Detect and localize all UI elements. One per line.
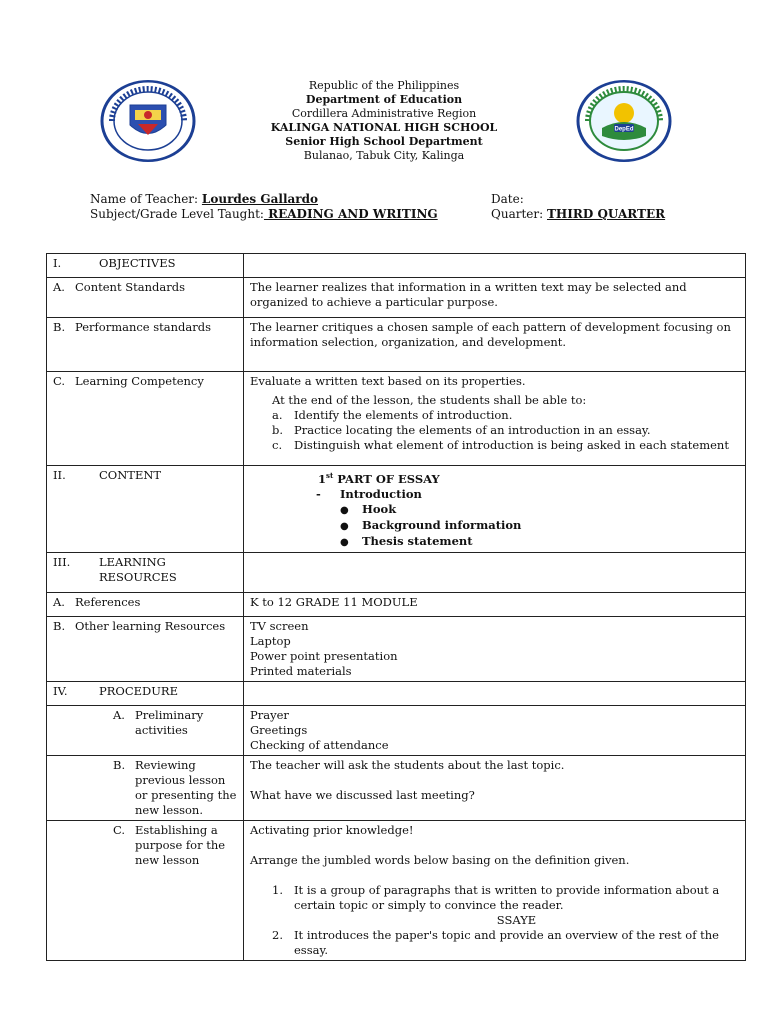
- school-department: Senior High School Department: [285, 135, 483, 148]
- row-label: Content Standards: [75, 280, 185, 294]
- list-item: ● Thesis statement: [340, 533, 473, 548]
- row-label: Reviewing previous lesson or presenting the new lesson.: [135, 757, 237, 817]
- list-item: Printed materials: [250, 663, 352, 678]
- row-letter: C.: [53, 374, 66, 388]
- school-seal-logo: [576, 80, 672, 162]
- list-item: Power point presentation: [250, 648, 398, 663]
- quarter-line: [491, 207, 665, 222]
- row-label: PROCEDURE: [99, 683, 178, 698]
- quarter-label: Quarter:: [491, 207, 544, 221]
- list-item: Laptop: [250, 633, 291, 648]
- reviewing-line-2: What have we discussed last meeting?: [250, 787, 475, 802]
- subject-line: [90, 207, 438, 222]
- performance-standards-text: The learner critiques a chosen sample of each pattern of development focusing on information selection, organization, and development.: [244, 318, 746, 372]
- row-performance-standards: [47, 318, 746, 372]
- subject-label: Subject/Grade Level Taught:: [90, 207, 264, 221]
- row-label: LEARNING RESOURCES: [99, 554, 177, 584]
- row-number: IV.: [53, 683, 68, 698]
- date-label: Date:: [491, 192, 524, 206]
- row-label: CONTENT: [99, 468, 162, 482]
- reviewing-line-1: The teacher will ask the students about the last topic.: [250, 757, 565, 772]
- school-address: Bulanao, Tabuk City, Kalinga: [303, 149, 465, 162]
- objectives-list: [250, 408, 739, 453]
- bullet-icon: ●: [340, 536, 349, 548]
- row-label: References: [75, 594, 141, 609]
- list-item: Checking of attendance: [250, 737, 389, 752]
- essay-part-title: 1st PART OF ESSAY: [318, 471, 440, 486]
- row-learning-resources: [47, 552, 746, 592]
- row-label: Learning Competency: [75, 374, 204, 388]
- lesson-plan-table: [46, 253, 746, 961]
- quarter-value: THIRD QUARTER: [547, 207, 666, 221]
- row-label: Other learning Resources: [75, 618, 226, 633]
- row-letter: A.: [53, 280, 65, 294]
- svg-text:DepEd: DepEd: [614, 126, 634, 133]
- objectives-intro: At the end of the lesson, the students shall be able to:: [272, 393, 587, 407]
- references-text: K to 12 GRADE 11 MODULE: [244, 592, 746, 616]
- row-letter: B.: [113, 757, 126, 772]
- row-label: OBJECTIVES: [99, 256, 176, 270]
- row-establishing: [47, 820, 746, 960]
- teacher-line: [90, 192, 318, 207]
- row-content: [47, 466, 746, 553]
- list-item: ● Hook: [340, 501, 397, 516]
- school-name: KALINGA NATIONAL HIGH SCHOOL: [270, 121, 498, 134]
- republic-line: Republic of the Philippines: [308, 79, 460, 92]
- bullet-icon: ●: [340, 504, 349, 516]
- jumbled-word: SSAYE: [496, 912, 537, 927]
- row-procedure: [47, 681, 746, 705]
- list-item: a. Identify the elements of introduction.: [272, 408, 513, 422]
- subject-value: READING AND WRITING: [263, 207, 438, 221]
- list-item: Prayer: [250, 707, 289, 722]
- date-line: [491, 192, 524, 207]
- row-label: Performance standards: [75, 320, 212, 334]
- row-preliminary: [47, 705, 746, 755]
- school-header: [200, 79, 568, 163]
- establishing-line-2: Arrange the jumbled words below basing on the definition given.: [250, 852, 630, 867]
- row-number: III.: [53, 554, 71, 569]
- establishing-line-1: Activating prior knowledge!: [250, 822, 414, 837]
- list-item: 2. It introduces the paper's topic and provide an overview of the rest of the essay.: [272, 927, 719, 957]
- region-line: Cordillera Administrative Region: [291, 107, 477, 120]
- teacher-label: Name of Teacher:: [90, 192, 199, 206]
- department-line: Department of Education: [305, 93, 463, 106]
- row-number: I.: [53, 256, 62, 270]
- row-content-standards: [47, 278, 746, 318]
- introduction-heading: - Introduction: [316, 486, 422, 501]
- competency-text: Evaluate a written text based on its properties.: [250, 374, 526, 388]
- row-letter: A.: [113, 707, 125, 722]
- question-list: [250, 883, 739, 958]
- row-letter: B.: [53, 320, 66, 334]
- bullet-list: [250, 502, 739, 550]
- row-letter: C.: [113, 822, 126, 837]
- row-objectives: [47, 254, 746, 278]
- bullet-icon: ●: [340, 520, 349, 532]
- teacher-name: Lourdes Gallardo: [201, 192, 319, 206]
- list-item: ● Background information: [340, 517, 522, 532]
- row-label: Establishing a purpose for the new lesson: [135, 822, 226, 867]
- row-references: [47, 592, 746, 616]
- row-number: II.: [53, 468, 66, 482]
- row-letter: A.: [53, 594, 65, 609]
- row-learning-competency: [47, 372, 746, 466]
- list-item: c. Distinguish what element of introduction is being asked in each statement: [272, 438, 729, 452]
- list-item: TV screen: [250, 618, 309, 633]
- deped-seal-logo: [100, 80, 196, 162]
- row-other-resources: [47, 616, 746, 681]
- row-reviewing: [47, 755, 746, 820]
- row-letter: B.: [53, 618, 66, 633]
- content-standards-text: The learner realizes that information in a written text may be selected and organized to achieve a particular purpose.: [244, 278, 746, 318]
- list-item: 1. It is a group of paragraphs that is written to provide information about a certain topic or simply to convince the reader.: [272, 882, 720, 912]
- list-item: Greetings: [250, 722, 308, 737]
- row-label: Preliminary activities: [135, 707, 204, 737]
- list-item: b. Practice locating the elements of an introduction in an essay.: [272, 423, 651, 437]
